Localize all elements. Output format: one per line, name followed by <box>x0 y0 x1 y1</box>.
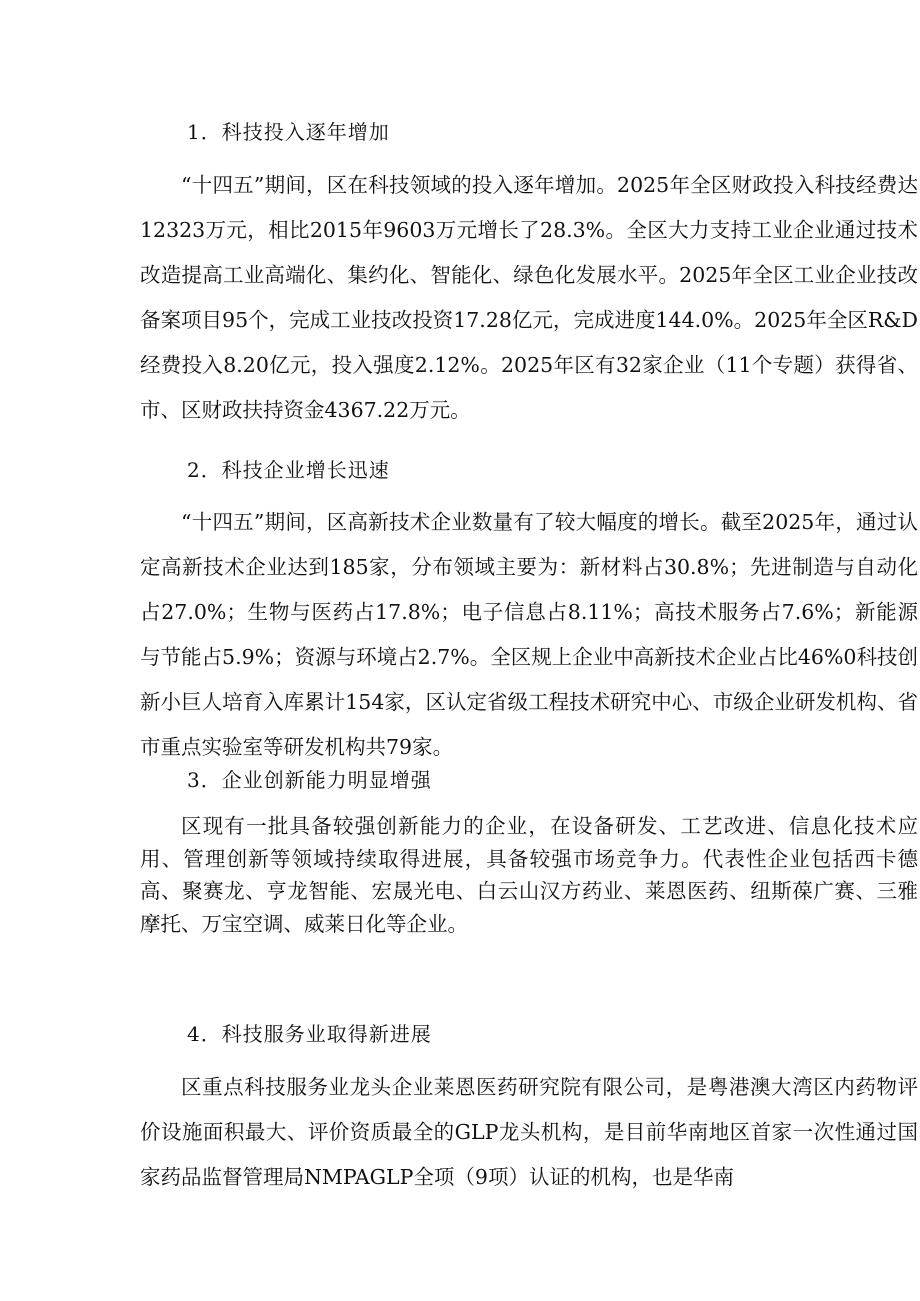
section-heading-3: 3．企业创新能力明显增强 <box>187 768 432 792</box>
section-body-2: “十四五”期间，区高新技术企业数量有了较大幅度的增长。截至2025年，通过认定高新技术企业达到185家，分布领域主要为：新材料占30.8%；先进制造与自动化占27.0%；生物与医药占17.8%；电子信息占8.11%；高技术服务占7.6%；新能源与节能占5.9%；资源与环境占2.7%。全区规上企业中高新技术企业占比46%0科技创新小巨人培育入库累计154家，区认定省级工程技术研究中心、市级企业研发机构、省市重点实验室等研发机构共79家。 <box>140 510 918 759</box>
section-heading-1: 1．科技投入逐年增加 <box>187 120 390 144</box>
section-heading-2: 2．科技企业增长迅速 <box>187 458 390 482</box>
section-body-1: “十四五”期间，区在科技领域的投入逐年增加。2025年全区财政投入科技经费达12323万元，相比2015年9603万元增长了28.3%。全区大力支持工业企业通过技术改造提高工业高端化、集约化、智能化、绿色化发展水平。2025年全区工业企业技改备案项目95个，完成工业技改投资17.28亿元，完成进度144.0%。2025年全区R&D经费投入8.20亿元，投入强度2.12%。2025年区有32家企业（11个专题）获得省、市、区财政扶持资金4367.22万元。 <box>140 173 918 422</box>
section-body-3: 区现有一批具备较强创新能力的企业，在设备研发、工艺改进、信息化技术应用、管理创新等领域持续取得进展，具备较强市场竞争力。代表性企业包括西卡德高、聚赛龙、亨龙智能、宏晟光电、白云山汉方药业、莱恩医药、纽斯葆广赛、三雅摩托、万宝空调、威莱日化等企业。 <box>140 814 918 936</box>
section-body-4: 区重点科技服务业龙头企业莱恩医药研究院有限公司，是粤港澳大湾区内药物评价设施面积最大、评价资质最全的GLP龙头机构，是目前华南地区首家一次性通过国家药品监督管理局NMPAGLP全项（9项）认证的机构，也是华南 <box>140 1075 918 1189</box>
section-heading-4: 4．科技服务业取得新进展 <box>187 1022 432 1046</box>
